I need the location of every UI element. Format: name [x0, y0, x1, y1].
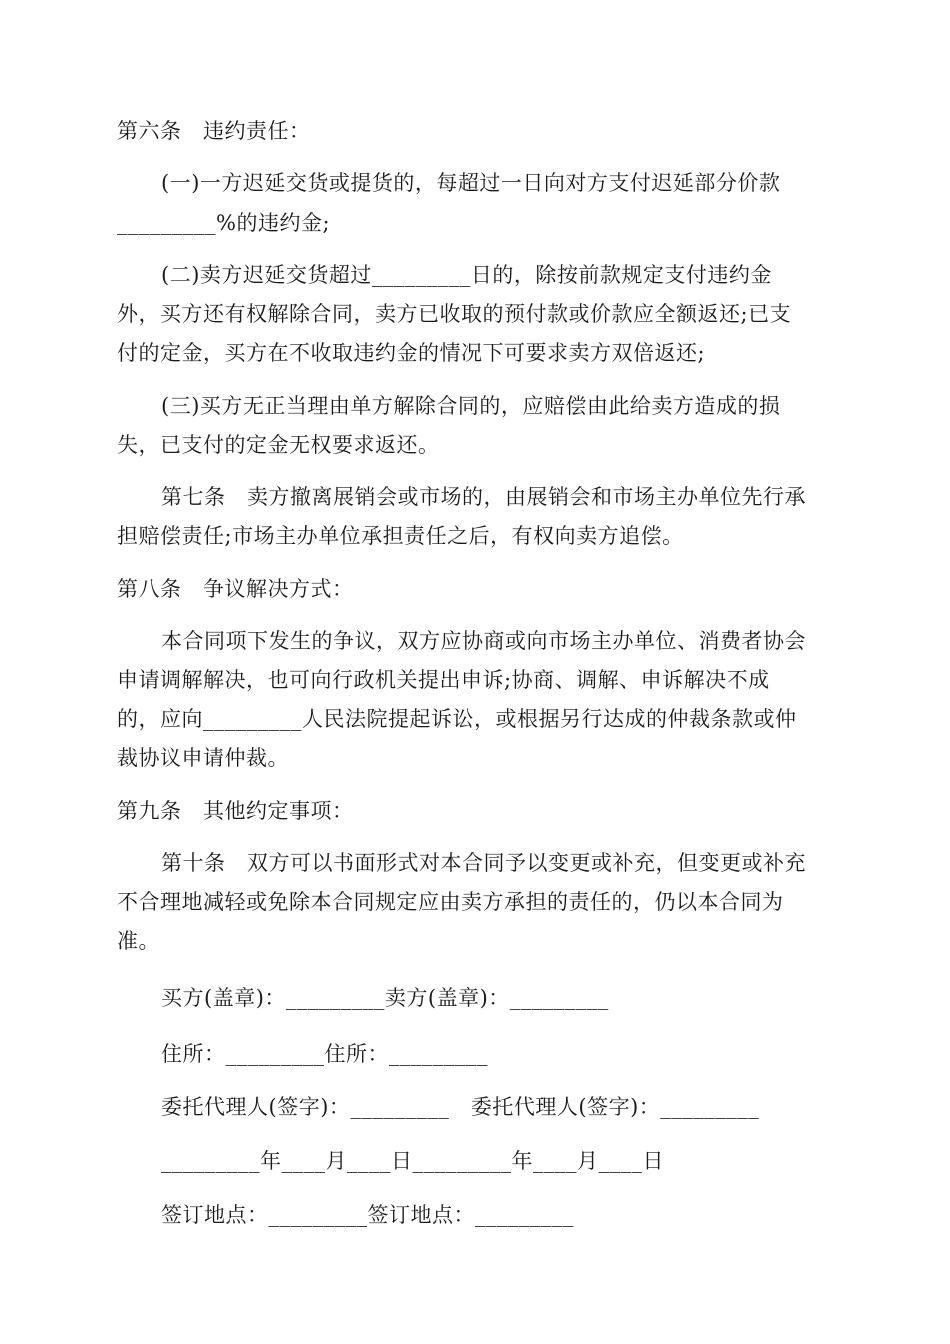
article-6-clause-2-line-1: (二)卖方迟延交货超过_________日的，除按前款规定支付违约金 [161, 263, 772, 287]
article-8-line-1: 本合同项下发生的争议，双方应协商或向市场主办单位、消费者协会 [161, 629, 806, 653]
article-6-clause-2-line-3: 付的定金，买方在不收取违约金的情况下可要求卖方双倍返还; [117, 341, 706, 365]
article-6-clause-3-line-1: (三)买方无正当理由单方解除合同的，应赔偿由此给卖方造成的损 [161, 394, 781, 418]
signature-seal-line: 买方(盖章)：_________卖方(盖章)：_________ [161, 986, 609, 1010]
article-6-clause-1-line-2: _________%的违约金; [117, 211, 331, 235]
article-8-line-2: 申请调解解决，也可向行政机关提出申诉;协商、调解、申诉解决不成 [117, 668, 770, 692]
signature-address-line: 住所：_________住所：_________ [161, 1042, 488, 1066]
article-9-heading: 第九条 其他约定事项： [117, 799, 354, 823]
article-7-line-1: 第七条 卖方撤离展销会或市场的，由展销会和市场主办单位先行承 [161, 485, 806, 509]
article-6-clause-2-line-2: 外，买方还有权解除合同，卖方已收取的预付款或价款应全额返还;已支 [117, 302, 792, 326]
article-10-line-3: 准。 [117, 929, 160, 953]
article-7-line-2: 担赔偿责任;市场主办单位承担责任之后，有权向卖方追偿。 [117, 524, 684, 548]
signature-date-line: _________年____月____日_________年____月____日 [161, 1149, 664, 1173]
article-10-line-1: 第十条 双方可以书面形式对本合同予以变更或补充，但变更或补充 [161, 851, 806, 875]
article-10-line-2: 不合理地减轻或免除本合同规定应由卖方承担的责任的，仍以本合同为 [117, 890, 784, 914]
article-8-line-3: 的，应向_________人民法院提起诉讼，或根据另行达成的仲裁条款或仲 [117, 707, 797, 731]
article-6-clause-3-line-2: 失，已支付的定金无权要求返还。 [117, 433, 440, 457]
signature-agent-line: 委托代理人(签字)：_________ 委托代理人(签字)：_________ [161, 1095, 760, 1119]
signature-place-line: 签订地点：_________签订地点：_________ [161, 1203, 574, 1227]
article-6-clause-1-line-1: (一)一方迟延交货或提货的，每超过一日向对方支付迟延部分价款 [161, 171, 781, 195]
article-8-heading: 第八条 争议解决方式： [117, 577, 354, 601]
article-6-heading: 第六条 违约责任： [117, 119, 311, 143]
article-8-line-4: 裁协议申请仲裁。 [117, 746, 289, 770]
